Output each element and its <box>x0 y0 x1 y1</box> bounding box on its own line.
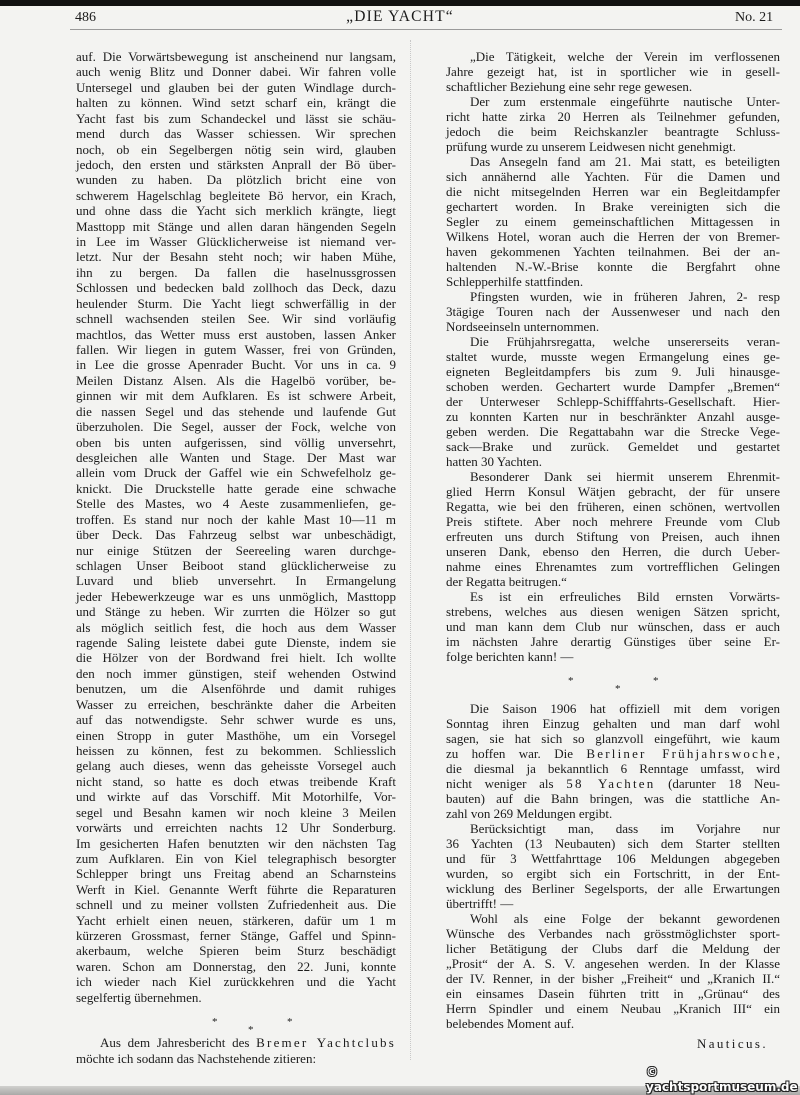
text-line: schoben werden. Gechartert wurde Dampfer „Bremen“ <box>446 379 780 394</box>
text-line: prüfung wurde zu unserem Leidwesen nicht genehmigt. <box>446 139 736 154</box>
text-segment: zu hoffen war. Die <box>446 746 587 761</box>
text-line: Untersegel und glauben bei der guten Windlage durch- <box>76 79 396 95</box>
paragraph <box>446 154 780 289</box>
issue-number: No. 21 <box>735 10 774 25</box>
text-line: Wohl als eine Folge der bekannt gewordenen <box>470 911 780 926</box>
text-line: heulender Sturm. Die Yacht liegt schwerfällig in der <box>76 295 396 311</box>
paragraph <box>446 701 780 821</box>
text-line: Der zum erstenmale eingeführte nautische Unter- <box>470 94 780 109</box>
paragraph <box>446 49 780 94</box>
text-line <box>446 776 780 791</box>
text-line: über Deck. Das Fahrzeug selbst war unbeschädigt, <box>76 527 396 543</box>
text-line: fallen. Wir liegen in gutem Wasser, frei von Gründen, <box>76 342 396 358</box>
separator-asterisk: * <box>568 675 574 687</box>
text-line: und Stänge zu heben. Wir zurrten die Hölzer so gut <box>76 604 396 620</box>
text-line: Wünsche des Verbandes nach grösstmöglichster sport- <box>446 926 780 941</box>
text-line: sagen, sie hat sich so glanzvoll eingeführt, wie kaum <box>446 731 780 746</box>
text-line: in Lee im Wasser Glücklicherweise ist niemand ver- <box>76 234 396 250</box>
text-line: der IV. Renner, in der bisher „Freiheit“ und „Kranich II.“ <box>446 971 780 986</box>
section-separator <box>446 664 780 701</box>
emphasized-text: 58 Yachten <box>566 776 656 791</box>
text-line: strebens, welches aus diesen wenigen Sätzen spricht, <box>446 604 780 619</box>
text-line: benutzen, um die Alsenföhrde und damit ruhiges <box>76 681 396 697</box>
text-line: Sonntag ihren Einzug gehalten und man darf wohl <box>446 716 780 731</box>
text-line: sich annähernd alle Yachten. Für die Damen und <box>446 169 780 184</box>
text-line: Regatta, wie bei den früheren, einen schönen, wertvollen <box>446 499 780 514</box>
text-line: geben werden. Die Regattabahn war die Strecke Vege- <box>446 424 780 439</box>
text-line: folge berichten kann! — <box>446 649 574 664</box>
text-line: die diesmal ja bekanntlich 6 Renntage umfasst, wird <box>446 761 780 776</box>
section-separator <box>76 1005 396 1035</box>
text-line: Schlepper bringt uns Freitag abend an Scharnsteins <box>76 866 396 882</box>
text-line: halten zu können. Wind setzt scharf ein, krängt die <box>76 95 396 111</box>
text-segment: , <box>776 746 780 761</box>
text-line: Stelle des Mastes, wo 4 Aeste zusammenliefen, ge- <box>76 496 396 512</box>
text-line: Es ist ein erfreuliches Bild ernsten Vorwärts- <box>470 589 780 604</box>
text-line: als möglich seitlich fest, die hoch aus dem Wasser <box>76 619 396 635</box>
text-line: Das Ansegeln fand am 21. Mai statt, es beteiligten <box>470 154 780 169</box>
text-line: haltenden N.-W.-Brise konnte die Bergfahrt ohne <box>446 259 780 274</box>
text-line: Besonderer Dank sei hiermit unserem Ehrenmit- <box>470 469 780 484</box>
text-line: Preis stiftete. Aber noch mehrere Freunde vom Club <box>446 514 780 529</box>
text-line: Wasser zu erreichen, beschränkte daher die Arbeiten <box>76 696 396 712</box>
paragraph <box>446 334 780 469</box>
text-segment: nicht weniger als <box>446 776 567 791</box>
author-signature: Nauticus. <box>696 1036 768 1051</box>
text-line: 3tägige Touren nach der Aussenweser und nach den <box>446 304 780 319</box>
text-line: desgleichen alle Wanten und Stage. Der Mast war <box>76 449 396 465</box>
column-divider <box>410 40 411 1060</box>
text-line: in Lee die grosse Apenrader Bucht. Vor uns in ca. 9 <box>76 357 396 373</box>
text-line: staltet wurde, musste wegen Ermangelung eines ge- <box>446 349 780 364</box>
page-header <box>0 6 800 30</box>
text-line: der Regatta beitrugen.“ <box>446 574 567 589</box>
text-line: schaftlicher Beziehung eine sehr rege gewesen. <box>446 79 693 94</box>
text-line: Nordseeinseln unternommen. <box>446 319 600 334</box>
text-line: wurden, so ergibt sich ein Fortschritt, in der Ent- <box>446 866 780 881</box>
text-line: überzuholen. Die Segel, ausser der Fock, welche von <box>76 419 396 435</box>
text-line: machtlos, das Wetter muss erst austoben, lassen Anker <box>76 326 396 342</box>
text-line <box>76 1035 396 1050</box>
text-line: ich wieder nach Kiel zurückkehren und die Yacht <box>76 974 396 990</box>
left-column <box>76 49 396 1066</box>
text-line: nahme eines Ehrenamtes zum vortrefflichen Gelingen <box>446 559 780 574</box>
paragraph <box>446 821 780 911</box>
right-column <box>446 49 780 1051</box>
text-line: zum Aufklaren. Ein von Kiel telegraphisch besorgter <box>76 850 396 866</box>
separator-asterisk: * <box>248 1024 254 1037</box>
watermark: © yachtsportmuseum.de <box>646 1065 798 1094</box>
text-line: schnell und zu meiner vollsten Zufriedenheit aus. Die <box>76 897 396 913</box>
text-line: die nassen Segel und das stehende und laufende Gut <box>76 403 396 419</box>
text-line: Die Saison 1906 hat offiziell mit dem vorigen <box>470 701 780 716</box>
text-line: schlagen Unser Beiboot stand glücklicherweise zu <box>76 557 396 573</box>
text-line: erfreuten uns durch Stiftung von Preisen, auch ihnen <box>446 529 780 544</box>
text-line: Werft in Kiel. Genannte Werft führte die Reparaturen <box>76 881 396 897</box>
emphasized-text: Berliner Frühjahrswoche <box>586 746 777 761</box>
text-line: allein vom Druck der Gaffel wie ein Schwefelholz ge- <box>76 465 396 481</box>
paragraph <box>446 589 780 664</box>
text-line: Wilkens Hotel, woran auch die Herren der von Bremer- <box>446 229 780 244</box>
text-line: noch, ob ein Segelbergen nötig sein wird, glauben <box>76 141 396 157</box>
text-line: Luvard und blieb unversehrt. In Ermangelung <box>76 573 396 589</box>
paragraph <box>446 289 780 334</box>
text-line: segelfertig übernehmen. <box>76 989 202 1005</box>
header-rule <box>70 29 782 30</box>
text-line: haven gekommenen Yachten teilnahmen. Bei der an- <box>446 244 780 259</box>
text-line: akerbaum, welche Spieren beim Sturz beschädigt <box>76 943 396 959</box>
text-line: licher Betätigung der Clubs darf die Meldung der <box>446 941 780 956</box>
text-line: waren. Schon am Donnerstag, den 22. Juni, konnte <box>76 958 396 974</box>
paragraph <box>446 469 780 589</box>
text-line: sack—Brake und zurück. Gemeldet und gestartet <box>446 439 780 454</box>
text-line: letzt. Nur der Besahn steht noch; wir haben Mühe, <box>76 249 396 265</box>
text-line: nur einige Stützen der Seereeling waren durchge- <box>76 542 396 558</box>
text-line: hatten 30 Yachten. <box>446 454 543 469</box>
text-line: Meilen Distanz Alsen. Als die Hagelbö vorüber, be- <box>76 372 396 388</box>
text-line: Schlepperhilfe stattfinden. <box>446 274 584 289</box>
text-line: möchte ich sodann das Nachstehende zitieren: <box>76 1050 317 1066</box>
paragraph <box>446 94 780 154</box>
separator-asterisk: * <box>653 675 659 687</box>
text-line: Schlossen und bedecken bald zollhoch das Deck, dazu <box>76 280 396 296</box>
separator-asterisk: * <box>287 1016 293 1029</box>
text-line: „Die Tätigkeit, welche der Verein im verflossenen <box>470 49 780 64</box>
text-line: ginnen wir mit dem Aufklaren. Es ist schwere Arbeit, <box>76 388 396 404</box>
text-line: wunden zu haben. Da plötzlich bricht eine von <box>76 172 396 188</box>
text-line: und wirkte auf das Vorschiff. Mit Motorhilfe, Vor- <box>76 789 396 805</box>
text-line: ein einsames Dasein führten tritt in „Grünau“ des <box>446 986 780 1001</box>
text-line: jedoch, den ersten und stärksten Anprall der Bö über- <box>76 156 396 172</box>
text-line: Jahre gezeigt hat, ist in sportlicher wie in gesell- <box>446 64 780 79</box>
text-line: glied Herrn Konsul Wätjen gebracht, der für unsere <box>446 484 780 499</box>
page-number: 486 <box>75 10 96 25</box>
text-line: troffen. Es stand nur noch der kahle Mast 10—11 m <box>76 511 396 527</box>
emphasized-text: Bremer Yachtclubs <box>256 1035 396 1051</box>
text-line: zahl von 269 Meldungen ergibt. <box>446 806 613 821</box>
separator-asterisk: * <box>615 683 621 695</box>
separator-asterisk: * <box>212 1016 218 1029</box>
paragraph <box>76 1035 396 1066</box>
paragraph <box>446 911 780 1031</box>
text-line: Masttopp mit Stänge und allen daran hängenden Segeln <box>76 218 396 234</box>
text-line: gechartert worden. In Brake vereinigten sich die <box>446 199 780 214</box>
text-line: im nächsten Jahre derartig Günstiges über seine Er- <box>446 634 780 649</box>
text-line: segel und Besahn kamen wir noch kleine 3 Meilen <box>76 804 396 820</box>
text-line: die Hölzer von der Bordwand frei hielt. Ich wollte <box>76 650 396 666</box>
text-line: Yacht fast bis zum Schandeckel und lässt sie schäu- <box>76 110 396 126</box>
text-line: nicht stand, so hatte es doch etwas treibende Kraft <box>76 773 396 789</box>
text-line: der Unterweser Schlepp-Schifffahrts-Gesellschaft. Hier- <box>446 394 780 409</box>
text-line: „Prosit“ der A. S. V. angesehen werden. In der Klasse <box>446 956 780 971</box>
text-line: wicklung des Berliner Segelsports, der alle Erwartungen <box>446 881 780 896</box>
text-segment: (darunter 18 Neu- <box>655 776 780 791</box>
text-line: eigneten Begleitdampfers bis zum 9. Juli hinausge- <box>446 364 780 379</box>
text-line: den noch immer günstigen, steif wehenden Ostwind <box>76 665 396 681</box>
text-line: die nicht mitsegelnden Herren war ein Begleitdampfer <box>446 184 780 199</box>
text-line: auf. Die Vorwärtsbewegung ist anscheinend nur langsam, <box>76 49 396 64</box>
text-line: und für 3 Wettfahrttage 106 Meldungen abgegeben <box>446 851 780 866</box>
text-line: Die Frühjahrsregatta, welche unsererseits veran- <box>470 334 780 349</box>
text-line: Berücksichtigt man, dass im Vorjahre nur <box>470 821 780 836</box>
text-line: auch wenig Blitz und Donner dabei. Wir fahren volle <box>76 64 396 80</box>
text-line: ihn zu bergen. Da fallen die haselnussgrossen <box>76 264 396 280</box>
text-line: unseren Dank, ebenso den Herren, die durch Ueber- <box>446 544 780 559</box>
text-line: und man kann dem Club nur wünschen, dass er auch <box>446 619 780 634</box>
text-line: Im gesicherten Hafen benutzten wir den nächsten Tag <box>76 835 396 851</box>
text-line: jedoch die beim Reichskanzler beantragte Schluss- <box>446 124 780 139</box>
text-line: Segler zu einem gemeinschaftlichen Mittagessen in <box>446 214 780 229</box>
paragraph <box>76 49 396 1005</box>
text-line: übertrifft! — <box>446 896 514 911</box>
text-line: Pfingsten wurden, wie in früheren Jahren, 2- resp <box>470 289 780 304</box>
text-line: zu konnten Karten nur in beschränkter Anzahl ausge- <box>446 409 780 424</box>
text-line: mend durch das Wasser schiessen. Wir sprechen <box>76 126 396 142</box>
text-line: Yacht erhielt einen neuen, stärkeren, dafür um 1 m <box>76 912 396 928</box>
text-line: richt hatte zirka 20 Herren als Teilnehmer gefunden, <box>446 109 780 124</box>
text-line: gelang auch dieses, wenn das geheisste Vorsegel auch <box>76 758 396 774</box>
text-line: oben bis unten aufgerissen, sind völlig unversehrt, <box>76 434 396 450</box>
text-line: Herrn Spindler und einem Neubau „Kranich III“ ein <box>446 1001 780 1016</box>
text-line: einen Stropp in guter Masthöhe, um ein Vorsegel <box>76 727 396 743</box>
text-line: bauten) auf die Bahn bringen, was die stattliche An- <box>446 791 780 806</box>
text-line: schnell wachsenden steilen See. Wir sind vorläufig <box>76 311 396 327</box>
text-line: belebendes Moment auf. <box>446 1016 575 1031</box>
text-line: knickt. Die Druckstelle hatte gerade eine schwache <box>76 480 396 496</box>
text-line: auf das notwendigste. Sehr schwer wurde es uns, <box>76 712 396 728</box>
text-segment: Aus dem Jahresbericht des <box>100 1035 257 1051</box>
text-line: und ohne dass die Yacht sich merklich krängte, liegt <box>76 203 396 219</box>
text-line <box>446 746 780 761</box>
text-line: jeder Hebewerkzeuge war es uns unmöglich, Masttopp <box>76 588 396 604</box>
text-line: ragende Saling leistete dabei gute Dienste, indem sie <box>76 635 396 651</box>
text-line: kürzeren Grossmast, ferner Stänge, Gaffel und Spinn- <box>76 928 396 944</box>
text-line: heissen zu können, fest zu bekommen. Schliesslich <box>76 742 396 758</box>
text-line: vorwärts und erreichten nachts 12 Uhr Sonderburg. <box>76 820 396 836</box>
running-title: „DIE YACHT“ <box>346 8 454 25</box>
text-line: 36 Yachten (13 Neubauten) sich dem Starter stellten <box>446 836 780 851</box>
text-line: schwerem Hagelschlag begleitete Bö hervor, ein Krach, <box>76 187 396 203</box>
